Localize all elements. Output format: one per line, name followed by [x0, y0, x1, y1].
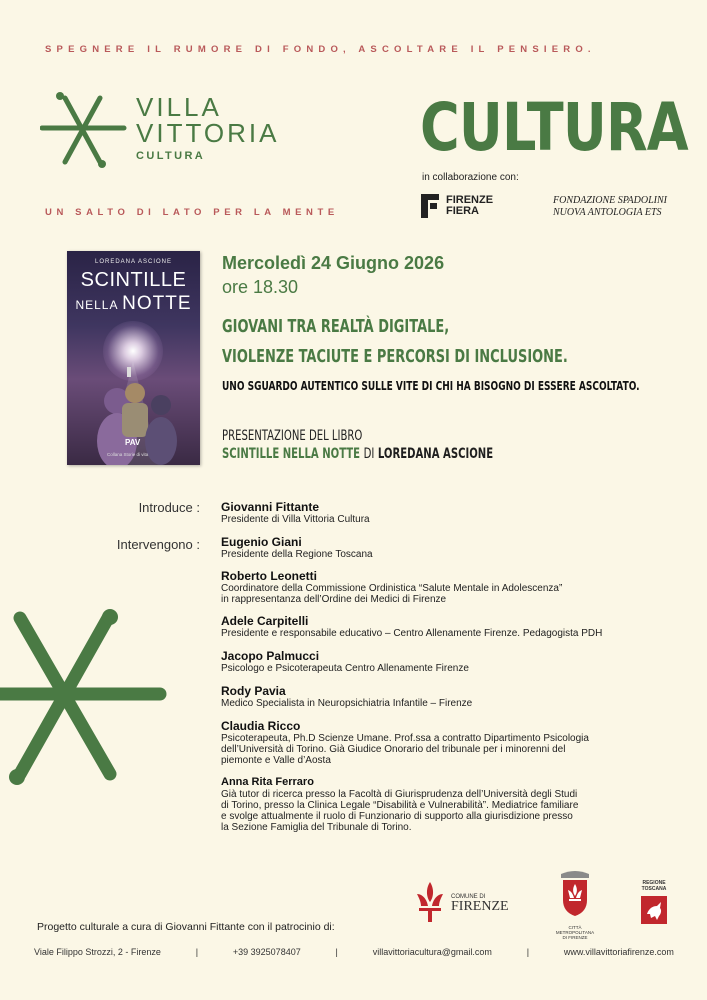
speaker-desc: piemonte e Valle d’Aosta	[221, 755, 331, 766]
firenze-label: FIRENZE	[451, 899, 509, 914]
regione-toscana-logo	[636, 880, 672, 931]
speaker-name: Jacopo Palmucci	[221, 649, 320, 663]
speaker-desc: la Sezione Famiglia del Tribunale di Torino.	[221, 822, 412, 833]
event-headline-1: GIOVANI TRA REALTÀ DIGITALE,	[222, 316, 450, 337]
presentation-book	[222, 446, 493, 462]
footer-website[interactable]: www.villavittoriafirenze.com	[563, 947, 674, 957]
decorative-asterisk-icon	[0, 606, 170, 786]
footer-address: Viale Filippo Strozzi, 2 - Firenze	[34, 947, 161, 957]
regione-line1: REGIONE	[642, 880, 666, 886]
book-cover-publisher: PAV	[125, 438, 141, 447]
logo-line-vittoria: VITTORIA	[136, 118, 280, 148]
villa-vittoria-wordmark	[136, 94, 279, 162]
event-subheadline: UNO SGUARDO AUTENTICO SULLE VITE DI CHI HA BISOGNO DI ESSERE ASCOLTATO.	[222, 378, 640, 393]
book-cover-title: SCINTILLE	[80, 269, 187, 291]
collaboration-label: in collaborazione con:	[422, 172, 519, 183]
speaker-item	[221, 614, 661, 639]
book-cover	[67, 251, 200, 465]
header-title: CULTURA	[420, 89, 688, 166]
footer-email[interactable]: villavittoriacultura@gmail.com	[372, 947, 492, 957]
fleur-de-lis-icon	[413, 880, 447, 924]
footer-separator: |	[526, 947, 530, 957]
speaker-item	[221, 649, 661, 674]
presentation-label: PRESENTAZIONE DEL LIBRO	[222, 428, 363, 444]
speaker-desc: Presidente di Villa Vittoria Cultura	[221, 514, 370, 525]
top-tagline: SPEGNERE IL RUMORE DI FONDO, ASCOLTARE IL PENSIERO.	[45, 44, 596, 55]
speaker-name: Claudia Ricco	[221, 719, 301, 733]
comune-firenze-text	[451, 892, 509, 912]
book-cover-illustration-icon	[67, 361, 200, 465]
villa-vittoria-logo-icon	[40, 90, 130, 170]
speaker-item	[221, 684, 661, 709]
speaker-desc: Medico Specialista in Neuropsichiatria Infantile – Firenze	[221, 698, 473, 709]
metro-crest-icon	[555, 870, 595, 918]
book-cover-subtitle	[67, 293, 200, 315]
intervengono-label: Intervengono :	[116, 537, 200, 552]
firenze-fiera-text	[446, 195, 493, 217]
speaker-name: Giovanni Fittante	[221, 500, 320, 514]
speaker-item	[221, 775, 661, 833]
speaker-desc: Presidente e responsabile educativo – Centro Allenamente Firenze. Pedagogista PDH	[221, 628, 603, 639]
footer-phone[interactable]: +39 3925078407	[232, 947, 301, 957]
pegasus-flag-icon	[639, 894, 669, 926]
presentation-author: LOREDANA ASCIONE	[377, 446, 494, 462]
speaker-item	[221, 719, 661, 766]
middle-tagline: UN SALTO DI LATO PER LA MENTE	[45, 207, 339, 218]
footer-separator: |	[195, 947, 199, 957]
book-cover-nella: NELLA	[75, 298, 118, 312]
speaker-name: Rody Pavia	[221, 684, 286, 698]
speaker-desc: di Torino, presso la Clinica Legale “Disabilità e Vulnerabilità”. Mediatrice familiare	[221, 800, 579, 811]
firenze-fiera-icon	[420, 193, 440, 219]
comune-firenze-logo	[413, 880, 509, 924]
book-cover-collana: Collana Storie di vita	[107, 452, 149, 457]
event-date: Mercoledì 24 Giugno 2026	[222, 253, 445, 273]
speaker-name: Roberto Leonetti	[221, 569, 317, 583]
speaker-name: Eugenio Giani	[221, 535, 302, 549]
event-time: ore 18.30	[222, 277, 299, 297]
event-headline-2: VIOLENZE TACIUTE E PERCORSI DI INCLUSIONE.	[222, 346, 568, 367]
regione-text	[636, 880, 672, 892]
patronage-text: Progetto culturale a cura di Giovanni Fittante con il patrocinio di:	[37, 921, 335, 933]
speaker-desc: Psicoterapeuta, Ph.D Scienze Umane. Prof.ssa a contratto Dipartimento Psicologia	[221, 733, 589, 744]
logo-line-villa: VILLA	[136, 92, 222, 122]
fondazione-spadolini-logo	[553, 195, 667, 219]
speaker-desc: Coordinatore della Commissione Ordinistica “Salute Mentale in Adolescenza”	[221, 583, 563, 594]
speaker-desc: Presidente della Regione Toscana	[221, 549, 373, 560]
citta-metropolitana-logo	[550, 870, 600, 940]
comune-di-label: COMUNE DI	[451, 894, 486, 900]
speaker-item	[221, 500, 661, 525]
introduce-label: Introduce :	[138, 500, 200, 515]
speaker-desc: Già tutor di ricerca presso la Facoltà di Giurisprudenza dell’Università degli Studi	[221, 789, 578, 800]
speaker-item	[221, 569, 661, 605]
speaker-desc: Psicologo e Psicoterapeuta Centro Allenamente Firenze	[221, 663, 469, 674]
firenze-fiera-line2: FIERA	[446, 205, 479, 217]
book-cover-notte: NOTTE	[122, 293, 192, 314]
firenze-fiera-line1: FIRENZE	[446, 194, 494, 206]
speaker-name: Adele Carpitelli	[221, 614, 309, 628]
metro-line1: CITTÀ METROPOLITANA	[555, 925, 595, 935]
footer	[34, 947, 674, 957]
speaker-item	[221, 535, 661, 560]
metro-text	[550, 925, 600, 940]
spadolini-line2: NUOVA ANTOLOGIA ETS	[553, 207, 662, 218]
firenze-fiera-logo	[420, 193, 493, 219]
logo-line-cultura: CULTURA	[136, 150, 206, 162]
presentation-by: DI	[363, 446, 375, 462]
speaker-name: Anna Rita Ferraro	[221, 776, 314, 788]
speaker-desc: dell’Università di Torino. Già Giudice Onorario del tribunale per i minorenni del	[221, 744, 566, 755]
presentation-book-title: SCINTILLE NELLA NOTTE	[222, 446, 361, 462]
book-cover-author: LOREDANA ASCIONE	[94, 259, 173, 265]
footer-separator: |	[335, 947, 338, 957]
spadolini-line1: FONDAZIONE SPADOLINI	[553, 195, 667, 206]
regione-line2: TOSCANA	[641, 886, 667, 892]
metro-line2: DI FIRENZE	[562, 935, 588, 940]
speaker-desc: in rappresentanza dell’Ordine dei Medici di Firenze	[221, 594, 447, 605]
speaker-desc: e svolge attualmente il ruolo di Funzionario di supporto alla giurisdizione presso	[221, 811, 573, 822]
